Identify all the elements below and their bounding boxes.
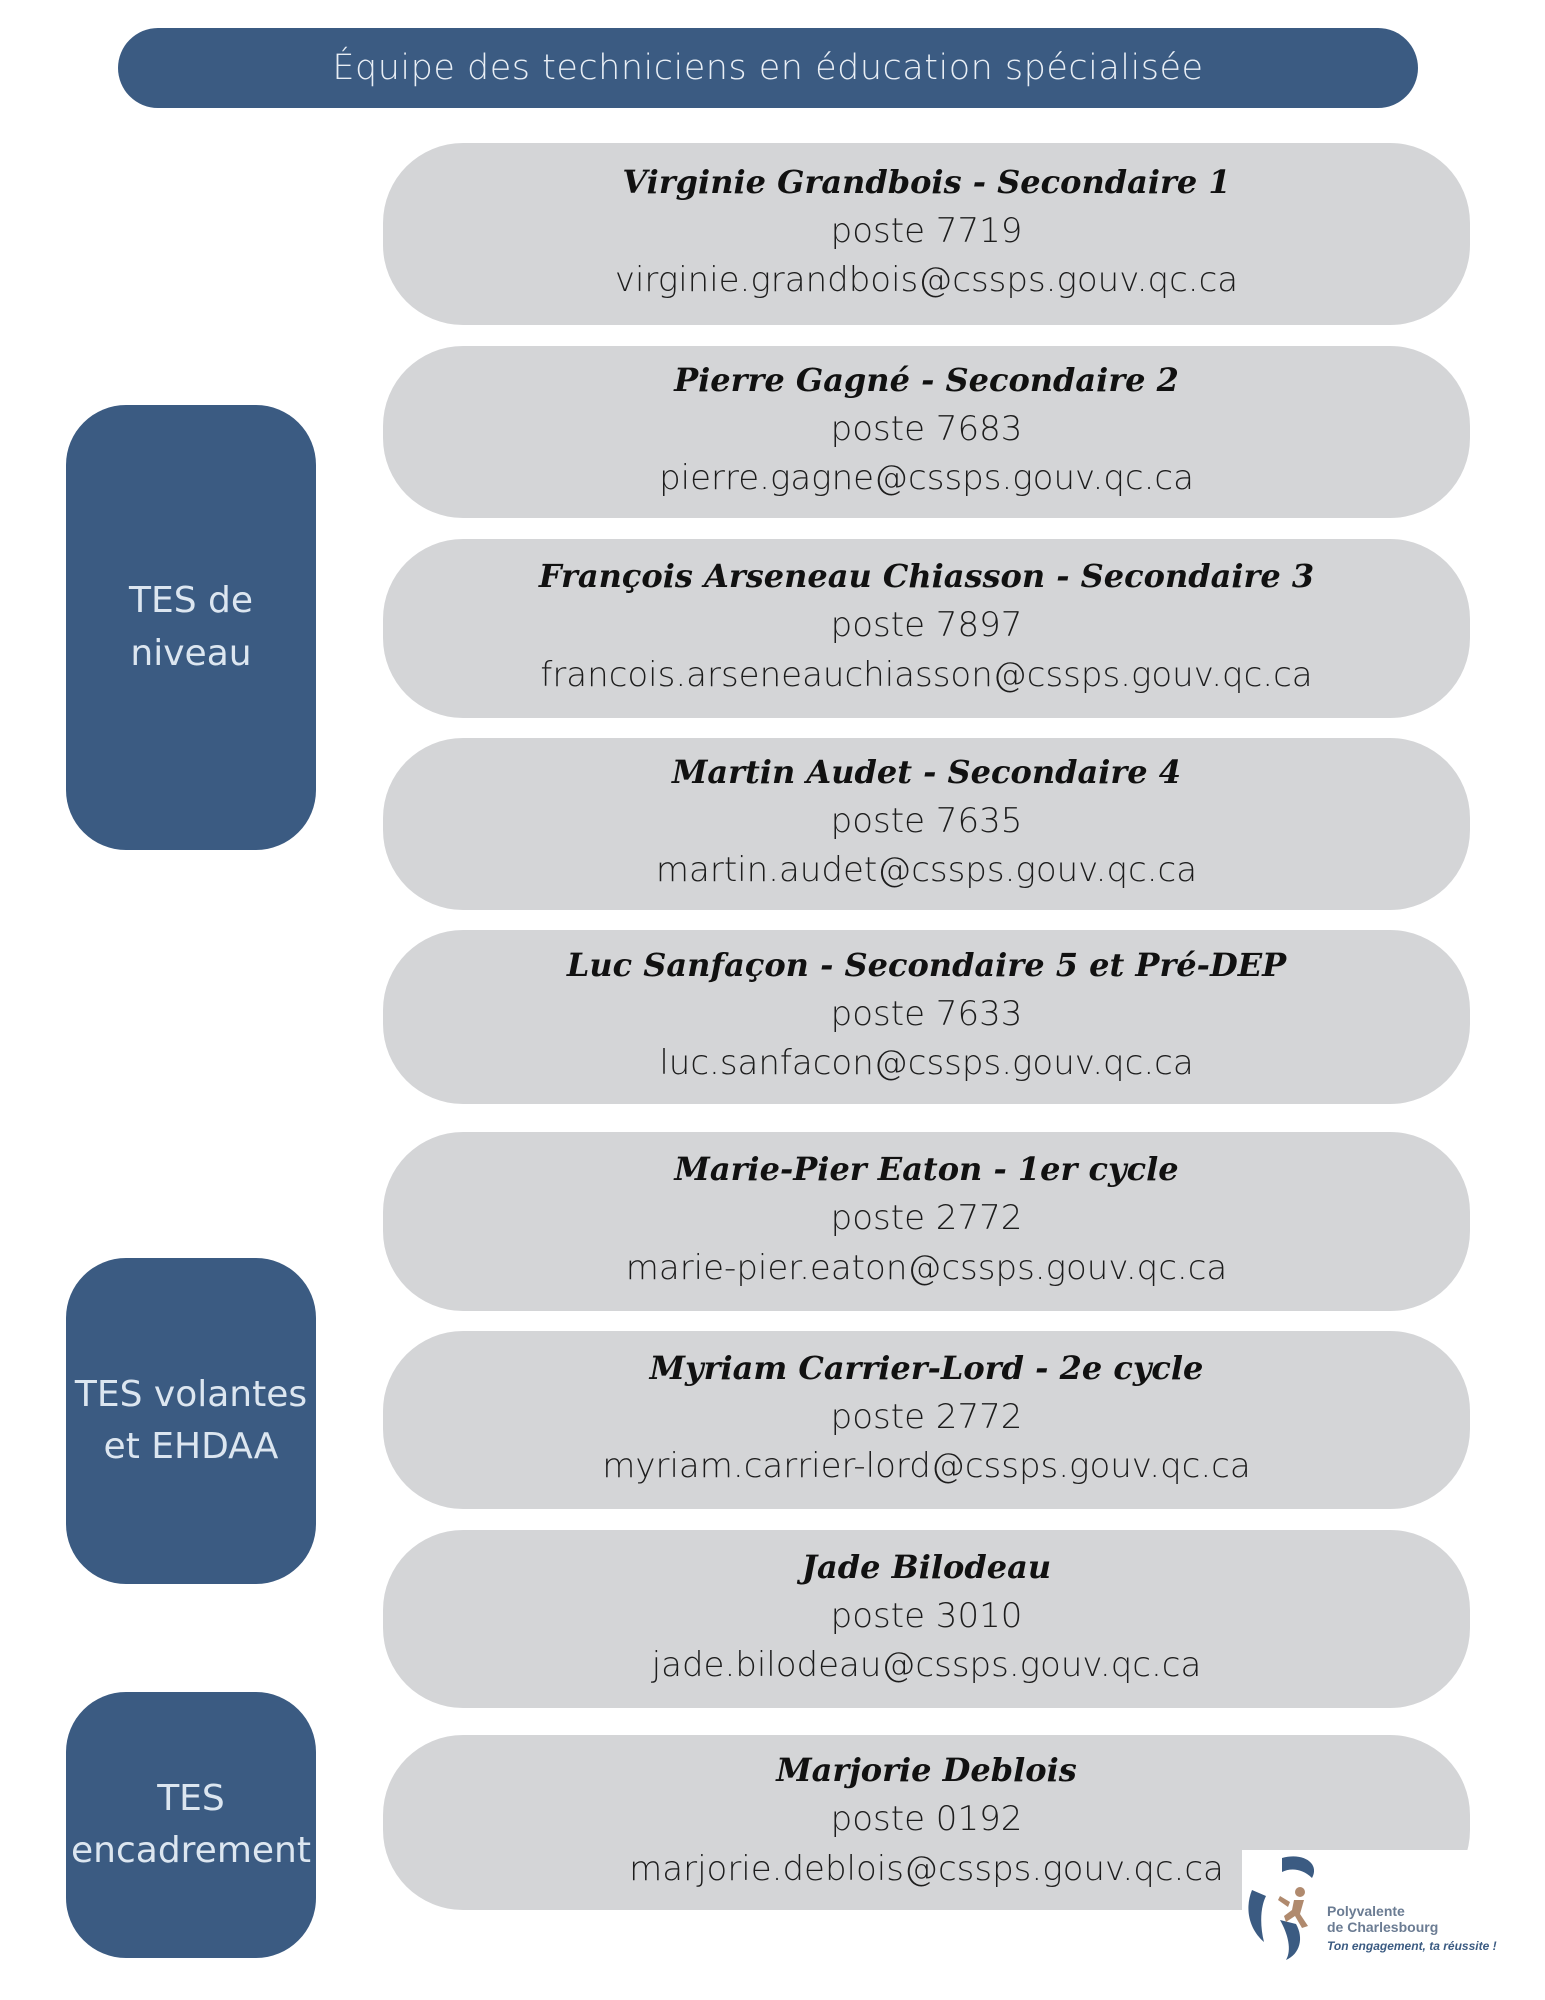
staff-name: Marjorie Deblois (776, 1751, 1077, 1789)
logo-line-1: Polyvalente (1327, 1903, 1405, 1919)
staff-email[interactable]: marjorie.deblois@cssps.gouv.qc.ca (629, 1848, 1224, 1889)
staff-card (383, 1331, 1470, 1509)
staff-card (383, 539, 1470, 718)
staff-name: François Arseneau Chiasson - Secondaire 3 (538, 557, 1315, 595)
staff-email[interactable]: pierre.gagne@cssps.gouv.qc.ca (659, 458, 1194, 499)
staff-card (383, 1132, 1470, 1311)
staff-email[interactable]: francois.arseneauchiasson@cssps.gouv.qc.ca (540, 654, 1313, 695)
staff-email[interactable]: virginie.grandbois@cssps.gouv.qc.ca (614, 260, 1239, 301)
staff-card (383, 346, 1470, 518)
logo-line-2: de Charlesbourg (1327, 1919, 1439, 1935)
staff-extension: poste 3010 (830, 1595, 1023, 1636)
group-label-tes-encadrement: TES encadrement (66, 1692, 316, 1958)
staff-extension: poste 7683 (830, 408, 1023, 449)
staff-name: Martin Audet - Secondaire 4 (672, 752, 1181, 791)
staff-name: Jade Bilodeau (801, 1547, 1052, 1586)
staff-extension: poste 0192 (830, 1799, 1023, 1840)
staff-email[interactable]: myriam.carrier-lord@cssps.gouv.qc.ca (602, 1446, 1251, 1487)
group-label-tes-volantes: TES volantes et EHDAA (66, 1258, 316, 1584)
staff-card (383, 1530, 1470, 1708)
staff-extension: poste 2772 (830, 1396, 1023, 1437)
staff-name: Luc Sanfaçon - Secondaire 5 et Pré-DEP (566, 945, 1287, 984)
staff-card (383, 930, 1470, 1104)
staff-extension: poste 2772 (830, 1198, 1023, 1239)
staff-name: Pierre Gagné - Secondaire 2 (674, 360, 1179, 399)
staff-email[interactable]: marie-pier.eaton@cssps.gouv.qc.ca (625, 1247, 1228, 1288)
staff-extension: poste 7635 (830, 800, 1023, 841)
staff-email[interactable]: jade.bilodeau@cssps.gouv.qc.ca (651, 1645, 1202, 1686)
logo-slogan: Ton engagement, ta réussite ! (1327, 1939, 1497, 1953)
school-emblem-icon (1242, 1850, 1327, 1965)
staff-email[interactable]: martin.audet@cssps.gouv.qc.ca (655, 850, 1198, 891)
school-logo (1242, 1850, 1507, 1965)
staff-extension: poste 7897 (830, 605, 1023, 646)
staff-extension: poste 7719 (830, 210, 1023, 251)
staff-card (383, 143, 1470, 325)
group-label-tes-niveau: TES de niveau (66, 405, 316, 850)
staff-name: Myriam Carrier-Lord - 2e cycle (649, 1348, 1204, 1387)
staff-name: Marie-Pier Eaton - 1er cycle (674, 1150, 1179, 1188)
staff-extension: poste 7633 (830, 993, 1023, 1034)
staff-card (383, 738, 1470, 910)
page-title: Équipe des techniciens en éducation spécialisée (118, 28, 1418, 108)
staff-name: Virginie Grandbois - Secondaire 1 (622, 162, 1231, 201)
staff-email[interactable]: luc.sanfacon@cssps.gouv.qc.ca (659, 1043, 1194, 1084)
